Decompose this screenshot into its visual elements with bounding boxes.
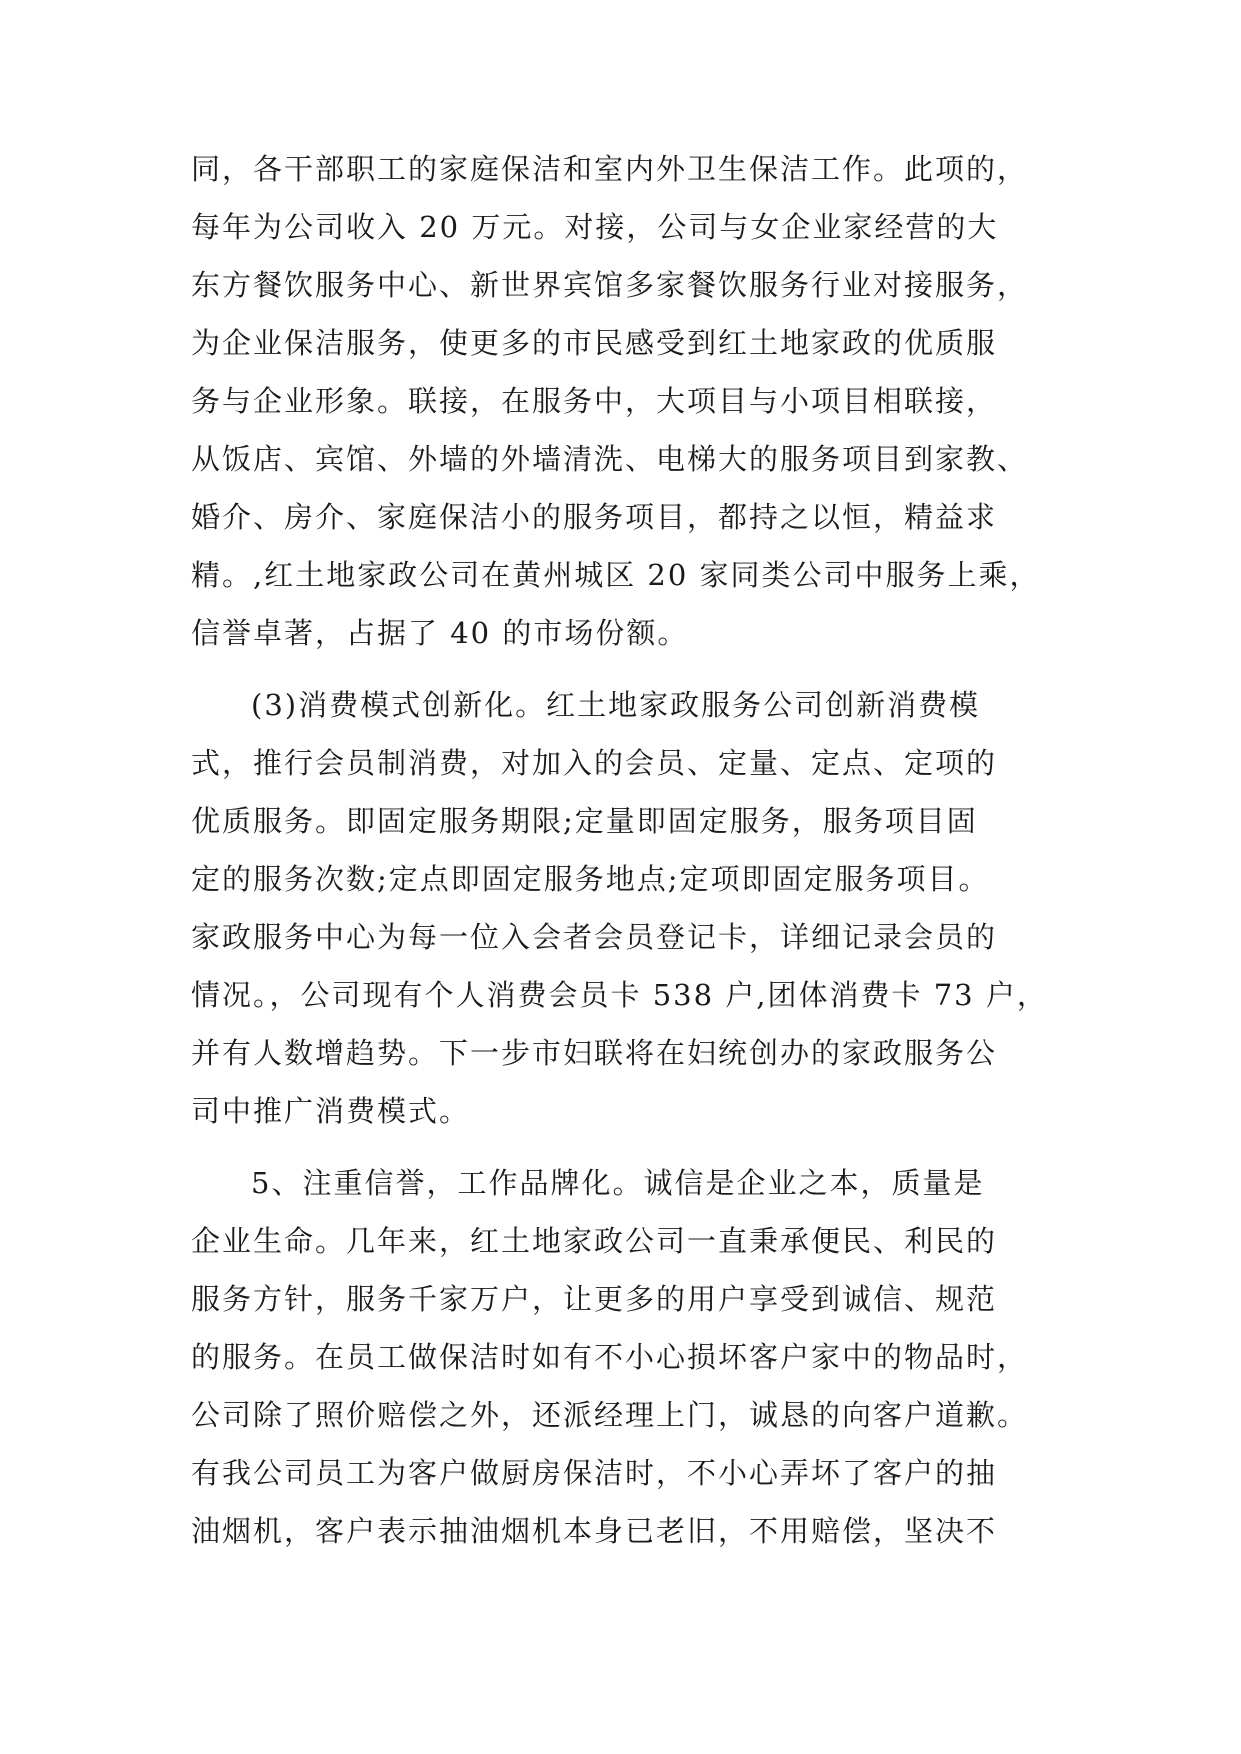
- paragraph-1-line-6: 从饭店、宾馆、外墙的外墙清洗、电梯大的服务项目到家教、: [191, 442, 1029, 476]
- paragraph-2-line-8: 司中推广消费模式。: [191, 1094, 471, 1128]
- paragraph-3-line-1: 5、注重信誉，工作品牌化。诚信是企业之本，质量是: [251, 1166, 985, 1200]
- paragraph-1-line-5: 务与企业形象。联接，在服务中，大项目与小项目相联接，: [191, 384, 998, 418]
- paragraph-3-line-5: 公司除了照价赔偿之外，还派经理上门，诚恳的向客户道歉。: [191, 1398, 1029, 1432]
- paragraph-1-line-8: 精。,红土地家政公司在黄州城区 20 家同类公司中服务上乘，: [191, 558, 1041, 592]
- paragraph-2-line-5: 家政服务中心为每一位入会者会员登记卡，详细记录会员的: [191, 920, 998, 954]
- paragraph-2-line-4: 定的服务次数;定点即固定服务地点;定项即固定服务项目。: [191, 862, 990, 896]
- paragraph-3-line-7: 油烟机，客户表示抽油烟机本身已老旧，不用赔偿，坚决不: [191, 1514, 998, 1548]
- paragraph-3-line-6: 有我公司员工为客户做厨房保洁时，不小心弄坏了客户的抽: [191, 1456, 998, 1490]
- paragraph-2-line-6: 情况。，公司现有个人消费会员卡 538 户,团体消费卡 73 户，: [191, 978, 1048, 1012]
- paragraph-1-line-9: 信誉卓著，占据了 40 的市场份额。: [191, 616, 689, 650]
- paragraph-2-line-3: 优质服务。即固定服务期限;定量即固定服务，服务项目固: [191, 804, 978, 838]
- paragraph-3-line-2: 企业生命。几年来，红土地家政公司一直秉承便民、利民的: [191, 1224, 998, 1258]
- paragraph-1-line-4: 为企业保洁服务，使更多的市民感受到红土地家政的优质服: [191, 326, 998, 360]
- paragraph-1-line-3: 东方餐饮服务中心、新世界宾馆多家餐饮服务行业对接服务，: [191, 268, 1029, 302]
- paragraph-1-line-2: 每年为公司收入 20 万元。对接，公司与女企业家经营的大: [191, 210, 999, 244]
- paragraph-1-line-7: 婚介、房介、家庭保洁小的服务项目，都持之以恒，精益求: [191, 500, 998, 534]
- paragraph-1-line-1: 同，各干部职工的家庭保洁和室内外卫生保洁工作。此项的，: [191, 152, 1029, 186]
- paragraph-3-line-3: 服务方针，服务千家万户，让更多的用户享受到诚信、规范: [191, 1282, 998, 1316]
- paragraph-2-line-7: 并有人数增趋势。下一步市妇联将在妇统创办的家政服务公: [191, 1036, 998, 1070]
- paragraph-3-line-4: 的服务。在员工做保洁时如有不小心损坏客户家中的物品时，: [191, 1340, 1029, 1374]
- paragraph-2-line-1: (3)消费模式创新化。红土地家政服务公司创新消费模: [251, 688, 981, 722]
- paragraph-2-line-2: 式，推行会员制消费，对加入的会员、定量、定点、定项的: [191, 746, 998, 780]
